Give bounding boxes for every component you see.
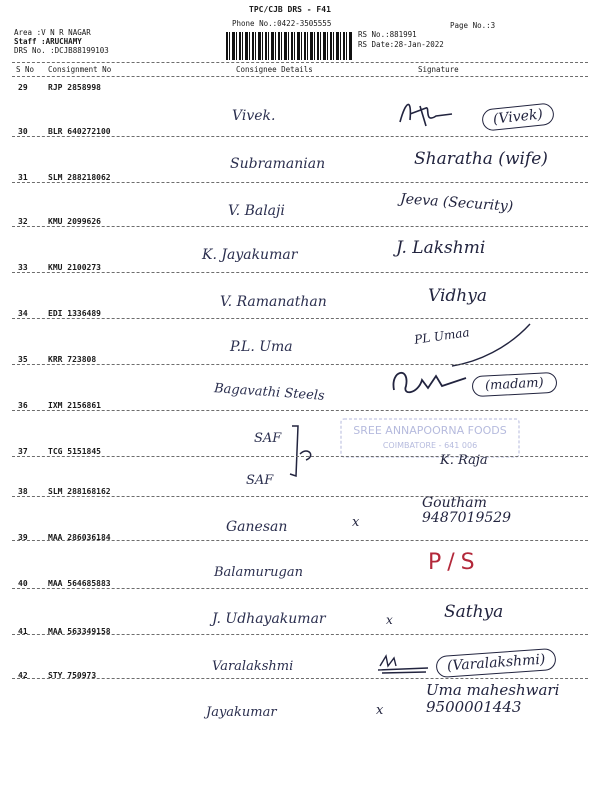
row-consignee: V. Ramanathan bbox=[220, 294, 327, 310]
row-consignment: MAA 563349158 bbox=[48, 627, 111, 636]
row-signature: Uma maheshwari 9500001443 bbox=[426, 681, 560, 716]
row-consignment: SLM 288218062 bbox=[48, 173, 111, 182]
row-divider bbox=[12, 678, 588, 679]
x-mark: x bbox=[352, 515, 360, 530]
row-signature: J. Lakshmi bbox=[396, 238, 486, 258]
row-signature: P/S bbox=[428, 550, 481, 575]
row-sno: 33 bbox=[18, 263, 28, 272]
row-consignment: MAA 286036184 bbox=[48, 533, 111, 542]
rs-date: RS Date:28-Jan-2022 bbox=[358, 40, 444, 49]
row-consignment: SLM 288168162 bbox=[48, 487, 111, 496]
drs-number: DRS No. :DCJB88199103 bbox=[14, 46, 109, 55]
col-signature: Signature bbox=[418, 65, 459, 74]
row-consignment: KRR 723808 bbox=[48, 355, 97, 364]
row-signature: (Vivek) bbox=[481, 102, 555, 131]
stamp-line1: SREE ANNAPOORNA FOODS bbox=[353, 424, 507, 437]
row-consignee: K. Jayakumar bbox=[202, 247, 298, 263]
signature-scribble bbox=[396, 96, 466, 130]
row-divider bbox=[12, 182, 588, 183]
row-consignee: SAF bbox=[246, 473, 274, 488]
row-divider bbox=[12, 136, 588, 137]
rs-number: RS No.:881991 bbox=[358, 30, 417, 39]
staff-label: Staff :ARUCHAMY bbox=[14, 37, 82, 46]
row-divider bbox=[12, 272, 588, 273]
row-divider bbox=[12, 410, 588, 411]
row-consignee: J. Udhayakumar bbox=[212, 611, 326, 627]
row-consignee: Jayakumar bbox=[206, 705, 277, 720]
row-sno: 34 bbox=[18, 309, 28, 318]
row-signature: (Varalakshmi) bbox=[435, 648, 557, 678]
row-divider bbox=[12, 226, 588, 227]
row-sno: 31 bbox=[18, 173, 28, 182]
row-divider bbox=[12, 588, 588, 589]
row-signature: Jeeva (Security) bbox=[399, 191, 514, 215]
row-sno: 37 bbox=[18, 447, 28, 456]
bracket-mark bbox=[286, 424, 326, 484]
row-consignee: Varalakshmi bbox=[212, 659, 294, 674]
row-consignee: Ganesan bbox=[226, 519, 288, 535]
page-number: Page No.:3 bbox=[450, 21, 496, 30]
phone-number: Phone No.:0422-3505555 bbox=[232, 19, 332, 28]
row-sno: 42 bbox=[18, 671, 28, 680]
row-sno: 29 bbox=[18, 83, 28, 92]
col-sno: S No bbox=[16, 65, 35, 74]
row-consignee: Bagavathi Steels bbox=[213, 381, 326, 404]
row-consignee: V. Balaji bbox=[228, 203, 285, 219]
col-consignment: Consignment No bbox=[48, 65, 112, 74]
row-signature: Goutham 9487019529 bbox=[422, 495, 512, 526]
row-consignee: Balamurugan bbox=[214, 565, 303, 580]
row-divider bbox=[12, 364, 588, 365]
row-signature: (madam) bbox=[472, 372, 558, 397]
row-consignment: TCG 5151845 bbox=[48, 447, 101, 456]
row-signature: Sathya bbox=[444, 602, 504, 622]
row-consignee: SAF bbox=[254, 431, 282, 446]
row-sno: 41 bbox=[18, 627, 28, 636]
column-header-divider bbox=[12, 76, 588, 77]
stamp-line2: COIMBATORE - 641 006 bbox=[382, 441, 478, 450]
row-signature: K. Raja bbox=[440, 453, 488, 468]
row-consignment: RJP 2858998 bbox=[48, 83, 101, 92]
header-divider bbox=[12, 62, 588, 63]
signature-scribble bbox=[388, 360, 468, 400]
sheet-title: TPC/CJB DRS - F41 bbox=[249, 5, 331, 14]
row-consignment: STY 750973 bbox=[48, 671, 97, 680]
row-consignment: KMU 2100273 bbox=[48, 263, 101, 272]
row-signature: Vidhya bbox=[428, 286, 487, 306]
row-signature: PL Umaa bbox=[413, 325, 471, 347]
row-consignment: EDI 1336489 bbox=[48, 309, 101, 318]
row-signature: Sharatha (wife) bbox=[414, 149, 548, 169]
row-sno: 32 bbox=[18, 217, 28, 226]
x-mark: x bbox=[386, 613, 393, 627]
x-mark: x bbox=[376, 703, 384, 718]
row-consignment: KMU 2099626 bbox=[48, 217, 101, 226]
row-sno: 35 bbox=[18, 355, 28, 364]
company-stamp bbox=[340, 418, 520, 458]
barcode bbox=[226, 32, 352, 60]
row-divider bbox=[12, 318, 588, 319]
row-sno: 30 bbox=[18, 127, 28, 136]
area-label: Area :V N R NAGAR bbox=[14, 28, 91, 37]
row-consignment: MAA 564685883 bbox=[48, 579, 111, 588]
col-consignee: Consignee Details bbox=[236, 65, 313, 74]
row-consignee: Subramanian bbox=[230, 156, 326, 172]
row-consignee: Vivek. bbox=[232, 108, 276, 124]
row-sno: 40 bbox=[18, 579, 28, 588]
row-consignee: P.L. Uma bbox=[230, 339, 293, 355]
row-sno: 38 bbox=[18, 487, 28, 496]
row-sno: 39 bbox=[18, 533, 28, 542]
signature-scribble bbox=[376, 652, 432, 674]
row-sno: 36 bbox=[18, 401, 28, 410]
row-consignment: BLR 640272100 bbox=[48, 127, 111, 136]
row-divider bbox=[12, 456, 588, 457]
row-consignment: IXM 2156861 bbox=[48, 401, 101, 410]
